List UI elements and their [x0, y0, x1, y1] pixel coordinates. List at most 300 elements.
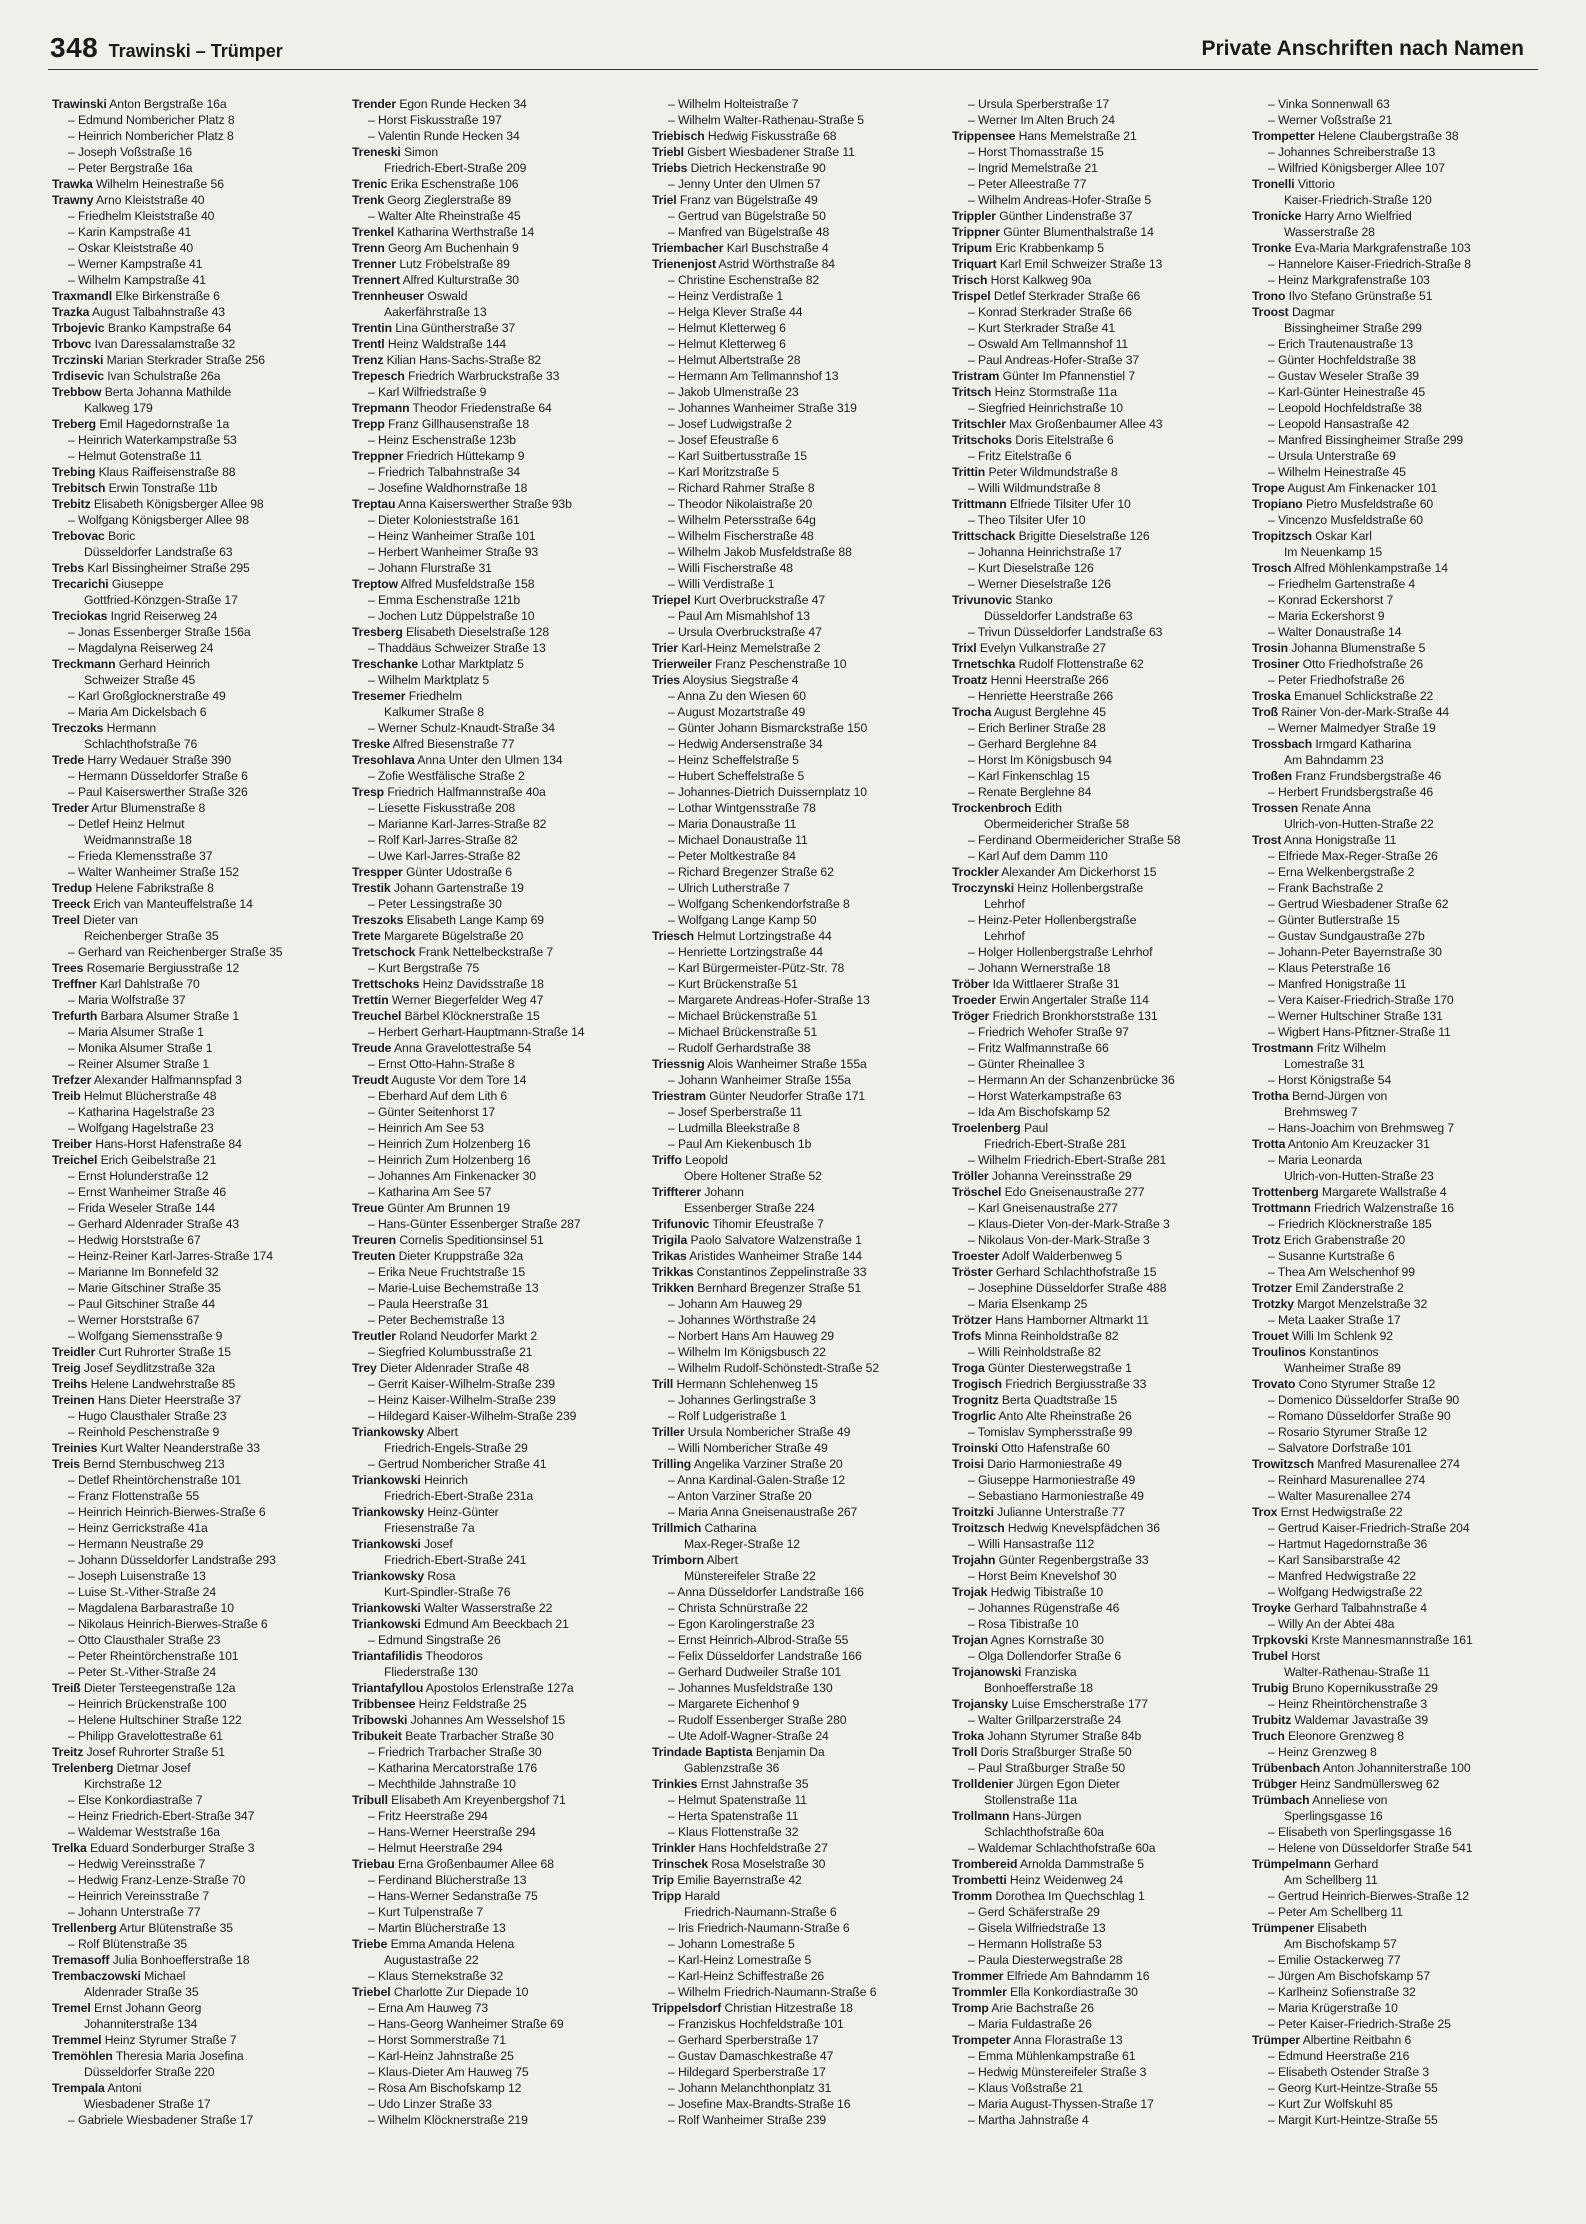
header-rule — [48, 69, 1538, 70]
surname: Treib — [52, 1089, 81, 1103]
entry-subperson: – Helga Klever Straße 44 — [668, 305, 803, 319]
entry-detail: Otto Hafenstraße 60 — [1001, 1441, 1110, 1455]
surname: Trixl — [952, 641, 977, 655]
entry-detail: Karl-Heinz Memelstraße 2 — [681, 641, 821, 655]
entry-subperson: – Trivun Düsseldorfer Landstraße 63 — [968, 625, 1163, 639]
entry-subperson: – Ernst Otto-Hahn-Straße 8 — [368, 1057, 515, 1071]
surname: Trentl — [352, 337, 385, 351]
entry-detail: Arno Kleiststraße 40 — [96, 193, 205, 207]
entry-detail: Anna Florastraße 13 — [1013, 2033, 1123, 2047]
entry-detail: Arie Bachstraße 26 — [991, 2001, 1094, 2015]
surname: Treis — [52, 1457, 80, 1471]
entry-head — [952, 1504, 1242, 1520]
entry-subperson: – Hans-Günter Essenberger Straße 287 — [368, 1217, 581, 1231]
surname: Treidler — [52, 1345, 96, 1359]
entry-subperson: – Peter Lessingstraße 30 — [368, 897, 502, 911]
entry-continuation: Wasserstraße 28 — [1284, 225, 1375, 239]
entry-subperson: – Mechthilde Jahnstraße 10 — [368, 1777, 516, 1791]
entry-subperson: – Wolfgang Hagelstraße 23 — [68, 1121, 214, 1135]
surname: Treczoks — [52, 721, 104, 735]
entry-head — [952, 1328, 1242, 1344]
entry-detail: Lina Güntherstraße 37 — [395, 321, 516, 335]
surname: Treel — [52, 913, 80, 927]
surname: Trittmann — [952, 497, 1007, 511]
entry-head — [52, 1008, 342, 1024]
surname: Troga — [952, 1361, 985, 1375]
entry-detail: Anton Johanniterstraße 100 — [1322, 1761, 1471, 1775]
surname: Treinen — [52, 1393, 95, 1407]
entry-subperson: – Siegfried Heinrichstraße 10 — [968, 401, 1123, 415]
entry-subperson: – Gerhard Dudweiler Straße 101 — [668, 1665, 842, 1679]
entry-subperson: – Paula Diesterwegstraße 28 — [968, 1953, 1123, 1967]
entry-subperson: – Werner Kampstraße 41 — [68, 257, 203, 271]
entry-detail: Günter Diesterwegstraße 1 — [987, 1361, 1132, 1375]
entry-subperson: – Hans-Georg Wanheimer Straße 69 — [368, 2017, 564, 2031]
entry-subperson: – Werner Im Alten Bruch 24 — [968, 113, 1115, 127]
entry-subperson: – Helmut Spatenstraße 11 — [668, 1793, 807, 1807]
entry-subperson: – Heinz-Peter Hollenbergstraße — [968, 913, 1137, 927]
entry-subperson: – Gertrud Wiesbadener Straße 62 — [1268, 897, 1449, 911]
entry-head — [952, 1120, 1242, 1136]
entry-subperson: – Vincenzo Musfeldstraße 60 — [1268, 513, 1423, 527]
surname: Trimborn — [652, 1553, 705, 1567]
entry-subperson: – Gertrud Kaiser-Friedrich-Straße 204 — [1268, 1521, 1470, 1535]
entry-head — [952, 1392, 1242, 1408]
entry-subperson: – Hans-Werner Heerstraße 294 — [368, 1825, 536, 1839]
surname: Trope — [1252, 481, 1285, 495]
entry-subperson: – Willi Fischerstraße 48 — [668, 561, 793, 575]
entry-subperson: – Manfred Bissingheimer Straße 299 — [1268, 433, 1464, 447]
entry-subperson: – Werner Schulz-Knaudt-Straße 34 — [368, 721, 555, 735]
entry-head — [952, 432, 1242, 448]
entry-head — [952, 272, 1242, 288]
entry-subperson: – Egon Karolingerstraße 23 — [668, 1617, 815, 1631]
entry-detail: Pietro Musfeldstraße 60 — [1305, 497, 1434, 511]
entry-detail: Günter Udostraße 6 — [405, 865, 512, 879]
entry-detail: Elfriede Am Bahndamm 16 — [1006, 1969, 1150, 1983]
entry-detail: Paolo Salvatore Walzenstraße 1 — [690, 1233, 862, 1247]
directory-column-1 — [52, 96, 342, 2186]
entry-continuation: Johanniterstraße 134 — [84, 2017, 198, 2031]
entry-head — [52, 1456, 342, 1472]
entry-subperson: – Joseph Voßstraße 16 — [68, 145, 192, 159]
entry-detail: Giuseppe — [111, 577, 164, 591]
entry-detail: Michael — [144, 1969, 186, 1983]
entry-detail: Friedrich Bronkhorststraße 131 — [992, 1009, 1158, 1023]
entry-head — [1252, 288, 1542, 304]
entry-head — [52, 176, 342, 192]
surname: Tremasoff — [52, 1953, 110, 1967]
surname: Trees — [52, 961, 84, 975]
entry-subperson: – Wilhelm Klöcknerstraße 219 — [368, 2113, 528, 2127]
entry-detail: Konstantinos — [1309, 1345, 1379, 1359]
surname: Trolldenier — [952, 1777, 1014, 1791]
entry-subperson: – Helene von Düsseldorfer Straße 541 — [1268, 1841, 1473, 1855]
surname: Tresp — [352, 785, 385, 799]
entry-continuation: Kirchstraße 12 — [84, 1777, 162, 1791]
entry-subperson: – Wilhelm Friedrich-Ebert-Straße 281 — [968, 1153, 1167, 1167]
entry-subperson: – Gerhard Sperberstraße 17 — [668, 2033, 819, 2047]
surname: Trogrlic — [952, 1409, 996, 1423]
surname: Trennert — [352, 273, 400, 287]
section-title: Private Anschriften nach Namen — [1201, 37, 1524, 60]
entry-head — [652, 1056, 942, 1072]
entry-detail: Albert — [426, 1425, 458, 1439]
entry-subperson: – Herta Spatenstraße 11 — [668, 1809, 799, 1823]
entry-head — [52, 416, 342, 432]
entry-subperson: – Manfred Honigstraße 11 — [1268, 977, 1407, 991]
surname: Trczinski — [52, 353, 104, 367]
entry-detail: Stanko — [1015, 593, 1053, 607]
entry-subperson: – Josefine Max-Brandts-Straße 16 — [668, 2097, 851, 2111]
entry-subperson: – Frieda Klemensstraße 37 — [68, 849, 213, 863]
surname: Treuren — [352, 1233, 397, 1247]
entry-detail: Georg Am Buchenhain 9 — [387, 241, 519, 255]
entry-head — [952, 1584, 1242, 1600]
surname: Tresemer — [352, 689, 406, 703]
entry-subperson: – Renate Berglehne 84 — [968, 785, 1092, 799]
entry-head — [652, 1888, 942, 1904]
entry-detail: Franz Frundsbergstraße 46 — [1295, 769, 1442, 783]
entry-subperson: – Rolf Blütenstraße 35 — [68, 1937, 188, 1951]
entry-head — [352, 1936, 642, 1952]
entry-subperson: – Ursula Unterstraße 69 — [1268, 449, 1396, 463]
entry-detail: Fritz Wilhelm — [1316, 1041, 1386, 1055]
entry-head — [1252, 1040, 1542, 1056]
entry-continuation: Am Schellberg 11 — [1284, 1873, 1378, 1887]
entry-subperson: – Rolf Karl-Jarres-Straße 82 — [368, 833, 518, 847]
surname: Trombereid — [952, 1857, 1018, 1871]
entry-detail: Bernd Sternbuschweg 213 — [83, 1457, 225, 1471]
entry-head — [52, 656, 342, 672]
surname: Trebitsch — [52, 481, 106, 495]
entry-head — [352, 688, 642, 704]
entry-subperson: – Richard Rahmer Straße 8 — [668, 481, 815, 495]
entry-head — [1252, 1136, 1542, 1152]
entry-subperson: – Wilhelm Jakob Musfeldstraße 88 — [668, 545, 852, 559]
entry-head — [1252, 128, 1542, 144]
surname: Treitz — [52, 1745, 84, 1759]
entry-head — [652, 640, 942, 656]
entry-head — [352, 1680, 642, 1696]
entry-subperson: – Maria August-Thyssen-Straße 17 — [968, 2097, 1154, 2111]
entry-subperson: – Gertrud Heinrich-Bierwes-Straße 12 — [1268, 1889, 1469, 1903]
surname: Trede — [52, 753, 85, 767]
entry-subperson: – Anna Zu den Wiesen 60 — [668, 689, 806, 703]
entry-detail: Gerhard Talbahnstraße 4 — [1294, 1601, 1427, 1615]
entry-head — [952, 1008, 1242, 1024]
entry-subperson: – Siegfried Kolumbusstraße 21 — [368, 1345, 533, 1359]
entry-subperson: – Karl Auf dem Damm 110 — [968, 849, 1108, 863]
entry-subperson: – Gustav Weseler Straße 39 — [1268, 369, 1419, 383]
entry-subperson: – Detlef Rheintörchenstraße 101 — [68, 1473, 242, 1487]
entry-detail: Doris Eitelstraße 6 — [1015, 433, 1114, 447]
entry-subperson: – Wilhelm Holteistraße 7 — [668, 97, 799, 111]
surname: Trojak — [952, 1585, 988, 1599]
entry-subperson: – Kurt Zur Wolfskuhl 85 — [1268, 2097, 1393, 2111]
surname: Trowitzsch — [1252, 1457, 1314, 1471]
entry-subperson: – Klaus Flottenstraße 32 — [668, 1825, 799, 1839]
surname: Trottenberg — [1252, 1185, 1319, 1199]
entry-continuation: Am Bischofskamp 57 — [1284, 1937, 1397, 1951]
surname: Trittschack — [952, 529, 1016, 543]
surname: Troeder — [952, 993, 997, 1007]
entry-subperson: – Heinz Grenzweg 8 — [1268, 1745, 1377, 1759]
entry-head — [352, 144, 642, 160]
entry-subperson: – Hermann Düsseldorfer Straße 6 — [68, 769, 248, 783]
surname: Trossen — [1252, 801, 1299, 815]
entry-head — [52, 1344, 342, 1360]
surname: Tribowski — [352, 1713, 408, 1727]
entry-detail: Hedwig Fiskusstraße 68 — [707, 129, 837, 143]
surname: Trinkies — [652, 1777, 698, 1791]
surname: Trikkas — [652, 1265, 694, 1279]
entry-detail: Rainer Von-der-Mark-Straße 44 — [1281, 705, 1450, 719]
entry-head — [352, 368, 642, 384]
entry-detail: Elisabeth Königsberger Allee 98 — [93, 497, 264, 511]
entry-detail: Alexander Am Dickerhorst 15 — [1001, 865, 1157, 879]
entry-subperson: – Uwe Karl-Jarres-Straße 82 — [368, 849, 521, 863]
entry-detail: Harald — [684, 1889, 720, 1903]
surname: Triankowski — [352, 1537, 421, 1551]
entry-detail: Anna Gravelottestraße 54 — [394, 1041, 532, 1055]
surname: Tribull — [352, 1793, 388, 1807]
entry-detail: Berta Johanna Mathilde — [104, 385, 232, 399]
entry-head — [352, 1600, 642, 1616]
surname: Troitzsch — [952, 1521, 1005, 1535]
entry-subperson: – Leopold Hochfeldstraße 38 — [1268, 401, 1422, 415]
entry-subperson: – Maria Alsumer Straße 1 — [68, 1025, 204, 1039]
surname: Trembaczowski — [52, 1969, 141, 1983]
entry-subperson: – Walter Grillparzerstraße 24 — [968, 1713, 1122, 1727]
entry-continuation: Aakerfährstraße 13 — [384, 305, 487, 319]
entry-head — [952, 496, 1242, 512]
entry-subperson: – Jonas Essenberger Straße 156a — [68, 625, 251, 639]
entry-head — [652, 1376, 942, 1392]
entry-detail: Günter Blumenthalstraße 14 — [1003, 225, 1154, 239]
entry-subperson: – Martin Blücherstraße 13 — [368, 1921, 506, 1935]
surname: Trompetter — [1252, 129, 1315, 143]
entry-subperson: – Ursula Sperberstraße 17 — [968, 97, 1110, 111]
entry-detail: Berta Quadtstraße 15 — [1001, 1393, 1118, 1407]
entry-subperson: – Holger Hollenbergstraße Lehrhof — [968, 945, 1153, 959]
entry-detail: Kurt Walter Neanderstraße 33 — [100, 1441, 260, 1455]
entry-head — [1252, 1504, 1542, 1520]
entry-head — [52, 1952, 342, 1968]
entry-head — [652, 1776, 942, 1792]
entry-subperson: – Klaus-Dieter Von-der-Mark-Straße 3 — [968, 1217, 1170, 1231]
entry-head — [1252, 1600, 1542, 1616]
entry-detail: Rosemarie Bergiusstraße 12 — [86, 961, 240, 975]
entry-detail: Heinz Sandmüllersweg 62 — [1299, 1777, 1440, 1791]
entry-subperson: – Johannes Musfeldstraße 130 — [668, 1681, 833, 1695]
entry-continuation: Schweizer Straße 45 — [84, 673, 196, 687]
surname: Trennheuser — [352, 289, 425, 303]
entry-subperson: – Waldemar Schlachthofstraße 60a — [968, 1841, 1156, 1855]
surname: Trilling — [652, 1457, 692, 1471]
entry-head — [952, 1552, 1242, 1568]
entry-subperson: – Willy An der Abtei 48a — [1268, 1617, 1395, 1631]
surname: Tröller — [952, 1169, 989, 1183]
entry-head — [952, 656, 1242, 672]
entry-head — [352, 1360, 642, 1376]
entry-detail: Elisabeth Lange Kamp 69 — [406, 913, 544, 927]
surname: Tribukeit — [352, 1729, 402, 1743]
entry-head — [1252, 1088, 1542, 1104]
entry-continuation: Friedrich-Ebert-Straße 231a — [384, 1489, 534, 1503]
surname: Tristram — [952, 369, 1000, 383]
surname: Triessnig — [652, 1057, 705, 1071]
entry-head — [652, 144, 942, 160]
entry-subperson: – Paul Gitschiner Straße 44 — [68, 1297, 216, 1311]
entry-subperson: – Johann Wernerstraße 18 — [968, 961, 1111, 975]
entry-subperson: – Michael Donaustraße 11 — [668, 833, 808, 847]
entry-head — [1252, 304, 1542, 320]
surname: Troka — [952, 1729, 985, 1743]
entry-detail: Karl Dahlstraße 70 — [99, 977, 200, 991]
entry-detail: Franz van Bügelstraße 49 — [679, 193, 818, 207]
entry-head — [352, 864, 642, 880]
entry-continuation: Obere Holtener Straße 52 — [684, 1169, 822, 1183]
entry-subperson: – Karl Wilfriedstraße 9 — [368, 385, 487, 399]
entry-head — [952, 1808, 1242, 1824]
entry-head — [652, 256, 942, 272]
entry-detail: Heinz Stormstraße 11a — [994, 385, 1117, 399]
surname: Trebovac — [52, 529, 105, 543]
entry-subperson: – Gabriele Wiesbadener Straße 17 — [68, 2113, 254, 2127]
entry-subperson: – Hubert Scheffelstraße 5 — [668, 769, 805, 783]
entry-subperson: – Heinz Wanheimer Straße 101 — [368, 529, 536, 543]
entry-continuation: Ulrich-von-Hutten-Straße 23 — [1284, 1169, 1434, 1183]
entry-head — [1252, 768, 1542, 784]
entry-head — [352, 1536, 642, 1552]
surname: Triebe — [352, 1937, 388, 1951]
entry-subperson: – Johannes Rügenstraße 46 — [968, 1601, 1120, 1615]
entry-subperson: – Rosa Tibistraße 10 — [968, 1617, 1079, 1631]
entry-subperson: – Martha Jahnstraße 4 — [968, 2113, 1089, 2127]
entry-head — [952, 128, 1242, 144]
entry-subperson: – Kurt Dieselstraße 126 — [968, 561, 1094, 575]
surname: Trinkler — [652, 1841, 696, 1855]
entry-subperson: – Fritz Eitelstraße 6 — [968, 449, 1072, 463]
entry-detail: Heinz Weidenweg 24 — [1009, 1873, 1124, 1887]
entry-subperson: – Heinrich Vereinsstraße 7 — [68, 1889, 210, 1903]
entry-subperson: – Margit Kurt-Heintze-Straße 55 — [1268, 2113, 1438, 2127]
surname: Trötzer — [952, 1313, 992, 1327]
entry-detail: August Berglehne 45 — [994, 705, 1106, 719]
entry-subperson: – Walter Alte Rheinstraße 45 — [368, 209, 521, 223]
entry-head — [352, 240, 642, 256]
surname: Tronke — [1252, 241, 1292, 255]
entry-head — [1252, 1232, 1542, 1248]
entry-head — [1252, 1792, 1542, 1808]
entry-head — [1252, 480, 1542, 496]
entry-head — [652, 1152, 942, 1168]
entry-detail: Günter Im Pfannenstiel 7 — [1002, 369, 1136, 383]
surname: Trienenjost — [652, 257, 716, 271]
entry-continuation: Kalkweg 179 — [84, 401, 153, 415]
entry-detail: Franziska — [1024, 1665, 1077, 1679]
surname: Trubel — [1252, 1649, 1288, 1663]
entry-subperson: – Gisela Wilfriedstraße 13 — [968, 1921, 1106, 1935]
entry-subperson: – Giuseppe Harmoniestraße 49 — [968, 1473, 1136, 1487]
entry-detail: Erika Eschenstraße 106 — [390, 177, 519, 191]
entry-head — [952, 864, 1242, 880]
entry-head — [52, 1968, 342, 1984]
entry-subperson: – Otto Clausthaler Straße 23 — [68, 1633, 221, 1647]
surname: Trigila — [652, 1233, 688, 1247]
entry-continuation: Essenberger Straße 224 — [684, 1201, 815, 1215]
entry-detail: Johanna Vereinsstraße 29 — [991, 1169, 1132, 1183]
entry-detail: Dieter Tersteegenstraße 12a — [83, 1681, 236, 1695]
entry-subperson: – Reiner Alsumer Straße 1 — [68, 1057, 210, 1071]
entry-head — [352, 352, 642, 368]
surname: Trotz — [1252, 1233, 1281, 1247]
entry-subperson: – Margarete Andreas-Hofer-Straße 13 — [668, 993, 870, 1007]
entry-continuation: Im Neuenkamp 15 — [1284, 545, 1383, 559]
entry-subperson: – Domenico Düsseldorfer Straße 90 — [1268, 1393, 1460, 1407]
entry-subperson: – Helmut Heerstraße 294 — [368, 1841, 503, 1855]
entry-subperson: – Marie Gitschiner Straße 35 — [68, 1281, 221, 1295]
entry-subperson: – Ida Am Bischofskamp 52 — [968, 1105, 1110, 1119]
entry-detail: Johanna Blumenstraße 5 — [1291, 641, 1426, 655]
entry-head — [952, 256, 1242, 272]
entry-head — [1252, 704, 1542, 720]
entry-subperson: – Konrad Sterkrader Straße 66 — [968, 305, 1132, 319]
surname: Triankowski — [352, 1473, 421, 1487]
entry-head — [352, 320, 642, 336]
entry-subperson: – Monika Alsumer Straße 1 — [68, 1041, 213, 1055]
entry-subperson: – Johann Lomestraße 5 — [668, 1937, 795, 1951]
entry-subperson: – Erna Welkenbergstraße 2 — [1268, 865, 1415, 879]
entry-subperson: – Horst Königstraße 54 — [1268, 1073, 1392, 1087]
entry-detail: Anna Kaiserswerther Straße 93b — [397, 497, 572, 511]
entry-detail: Boric — [108, 529, 136, 543]
entry-detail: Oswald — [427, 289, 468, 303]
entry-subperson: – Karl-Heinz Schiffestraße 26 — [668, 1969, 825, 1983]
entry-detail: Bärbel Klöcknerstraße 15 — [404, 1009, 540, 1023]
entry-detail: Dieter Aldenrader Straße 48 — [379, 1361, 530, 1375]
surname: Trawinski — [52, 97, 107, 111]
entry-detail: Kilian Hans-Sachs-Straße 82 — [386, 353, 542, 367]
entry-detail: Alois Wanheimer Straße 155a — [707, 1057, 867, 1071]
surname: Troll — [952, 1745, 978, 1759]
entry-continuation: Düsseldorfer Landstraße 63 — [84, 545, 233, 559]
entry-subperson: – Hedwig Vereinsstraße 7 — [68, 1857, 206, 1871]
entry-subperson: – Gerhard Berglehne 84 — [968, 737, 1097, 751]
entry-subperson: – Wolfgang Hedwigstraße 22 — [1268, 1585, 1423, 1599]
surname: Tripp — [652, 1889, 682, 1903]
entry-subperson: – Iris Friedrich-Naumann-Straße 6 — [668, 1921, 850, 1935]
entry-subperson: – Ursula Overbruckstraße 47 — [668, 625, 822, 639]
surname: Trübenbach — [1252, 1761, 1321, 1775]
entry-subperson: – Salvatore Dorfstraße 101 — [1268, 1441, 1412, 1455]
surname: Trübger — [1252, 1777, 1297, 1791]
entry-subperson: – Wolfgang Lange Kamp 50 — [668, 913, 817, 927]
surname: Triestram — [652, 1089, 706, 1103]
entry-subperson: – Heinz Scheffelstraße 5 — [668, 753, 799, 767]
entry-subperson: – Henriette Lortzingstraße 44 — [668, 945, 823, 959]
entry-subperson: – Rolf Wanheimer Straße 239 — [668, 2113, 827, 2127]
entry-subperson: – Helmut Albertstraße 28 — [668, 353, 801, 367]
entry-detail: Dietrich Heckenstraße 90 — [690, 161, 826, 175]
entry-continuation: Max-Reger-Straße 12 — [684, 1537, 800, 1551]
entry-detail: Friedhelm — [408, 689, 463, 703]
surname: Triebau — [352, 1857, 395, 1871]
surname: Trbovc — [52, 337, 92, 351]
surname: Trindade Baptista — [652, 1745, 753, 1759]
entry-subperson: – Werner Dieselstraße 126 — [968, 577, 1111, 591]
